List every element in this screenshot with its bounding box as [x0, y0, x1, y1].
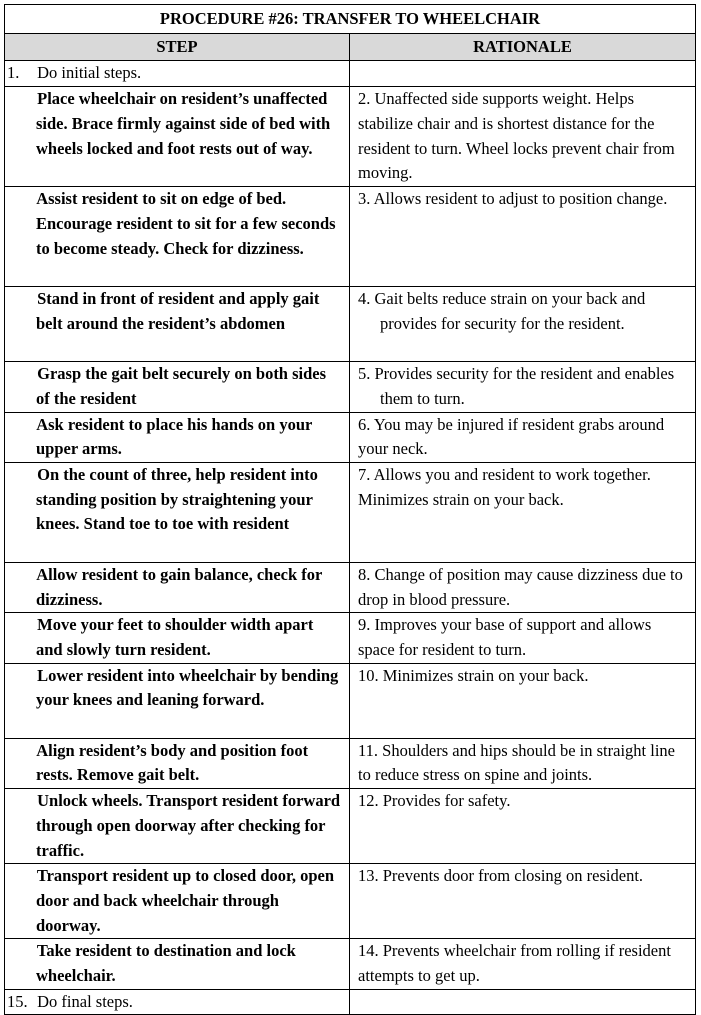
- step-cell: [5, 939, 350, 989]
- step-text: Ask resident to place his hands on your upper arms.: [36, 414, 313, 459]
- table-row: [5, 362, 696, 412]
- rationale-cell: [350, 989, 696, 1015]
- step-number: [7, 362, 33, 387]
- step-column-header: STEP: [5, 33, 350, 61]
- step-number: [7, 789, 33, 814]
- table-row: [5, 663, 696, 738]
- step-text: Stand in front of resident and apply gait belt around the resident’s abdomen: [36, 289, 320, 333]
- step-cell: [5, 663, 350, 738]
- step-cell: [5, 362, 350, 412]
- step-text: Assist resident to sit on edge of bed. Encourage resident to sit for a few seconds to become steady. Check for dizziness.: [36, 189, 336, 258]
- step-text: Transport resident up to closed door, open door and back wheelchair through doorway.: [36, 866, 335, 935]
- rationale-cell: 11. Shoulders and hips should be in straight line to reduce stress on spine and joints.: [350, 738, 696, 788]
- step-text: Move your feet to shoulder width apart and slowly turn resident.: [36, 615, 314, 660]
- table-row: [5, 187, 696, 287]
- rationale-cell: 10. Minimizes strain on your back.: [350, 663, 696, 738]
- step-number: 15.: [7, 991, 28, 1011]
- step-cell: [5, 61, 350, 87]
- rationale-cell: 14. Prevents wheelchair from rolling if resident attempts to get up.: [350, 939, 696, 989]
- table-row: [5, 738, 696, 788]
- rationale-cell: 12. Provides for safety.: [350, 789, 696, 864]
- step-number: [7, 187, 33, 212]
- step-number: 1.: [7, 63, 20, 83]
- step-cell: [5, 87, 350, 187]
- header-row: [5, 33, 696, 61]
- step-cell: [5, 462, 350, 562]
- rationale-cell: [350, 61, 696, 87]
- step-number: [7, 864, 33, 889]
- table-row: [5, 939, 696, 989]
- step-text: Unlock wheels. Transport resident forward through open doorway after checking for traffic.: [36, 791, 341, 860]
- table-row: [5, 287, 696, 362]
- table-row: [5, 789, 696, 864]
- step-text: Grasp the gait belt securely on both sides of the resident: [36, 364, 327, 408]
- rationale-text: 5. Provides security for the resident and enables them to turn.: [358, 364, 675, 408]
- step-number: [7, 413, 33, 438]
- step-text: Do initial steps.: [37, 63, 142, 83]
- table-row: [5, 87, 696, 187]
- step-cell: [5, 287, 350, 362]
- step-cell: [5, 562, 350, 612]
- step-text: Allow resident to gain balance, check for dizziness.: [36, 564, 323, 609]
- rationale-column-header: RATIONALE: [350, 33, 696, 61]
- rationale-cell: 8. Change of position may cause dizziness due to drop in blood pressure.: [350, 562, 696, 612]
- procedure-table: [4, 4, 696, 1015]
- step-cell: [5, 187, 350, 287]
- step-number: [7, 613, 33, 638]
- step-cell: [5, 738, 350, 788]
- step-cell: [5, 864, 350, 939]
- table-row: [5, 864, 696, 939]
- step-number: [7, 87, 33, 112]
- table-row: [5, 613, 696, 663]
- step-cell: [5, 989, 350, 1015]
- rationale-cell: [350, 362, 696, 412]
- rationale-cell: 6. You may be injured if resident grabs around your neck.: [350, 412, 696, 462]
- table-row: [5, 462, 696, 562]
- step-number: [7, 664, 33, 689]
- rationale-text: 4. Gait belts reduce strain on your back and provides for security for the resident.: [358, 289, 646, 333]
- step-number: [7, 939, 33, 964]
- rationale-cell: [350, 287, 696, 362]
- rationale-cell: 9. Improves your base of support and allows space for resident to turn.: [350, 613, 696, 663]
- step-text: Lower resident into wheelchair by bending your knees and leaning forward.: [36, 665, 339, 710]
- rationale-cell: 2. Unaffected side supports weight. Helps stabilize chair and is shortest distance for the resident to turn. Wheel locks prevent chair from moving.: [350, 87, 696, 187]
- rationale-cell: 3. Allows resident to adjust to position change.: [350, 187, 696, 287]
- table-row: [5, 61, 696, 87]
- title-row: [5, 5, 696, 34]
- step-text: Take resident to destination and lock wheelchair.: [36, 941, 296, 986]
- table-row: [5, 412, 696, 462]
- rationale-cell: 13. Prevents door from closing on resident.: [350, 864, 696, 939]
- step-number: [7, 563, 33, 588]
- rationale-cell: 7. Allows you and resident to work together. Minimizes strain on your back.: [350, 462, 696, 562]
- step-number: [7, 287, 33, 312]
- step-number: [7, 463, 33, 488]
- step-text: On the count of three, help resident into standing position by straightening your knees. Stand toe to toe with resident: [36, 464, 318, 534]
- table-row: [5, 562, 696, 612]
- step-text: Do final steps.: [37, 991, 133, 1011]
- step-cell: [5, 412, 350, 462]
- procedure-title: PROCEDURE #26: TRANSFER TO WHEELCHAIR: [5, 5, 696, 34]
- step-text: Place wheelchair on resident’s unaffected side. Brace firmly against side of bed with wheels locked and foot rests out of way.: [36, 89, 331, 158]
- step-number: [7, 739, 33, 764]
- step-cell: [5, 789, 350, 864]
- step-cell: [5, 613, 350, 663]
- step-text: Align resident’s body and position foot rests. Remove gait belt.: [36, 740, 309, 785]
- table-row: [5, 989, 696, 1015]
